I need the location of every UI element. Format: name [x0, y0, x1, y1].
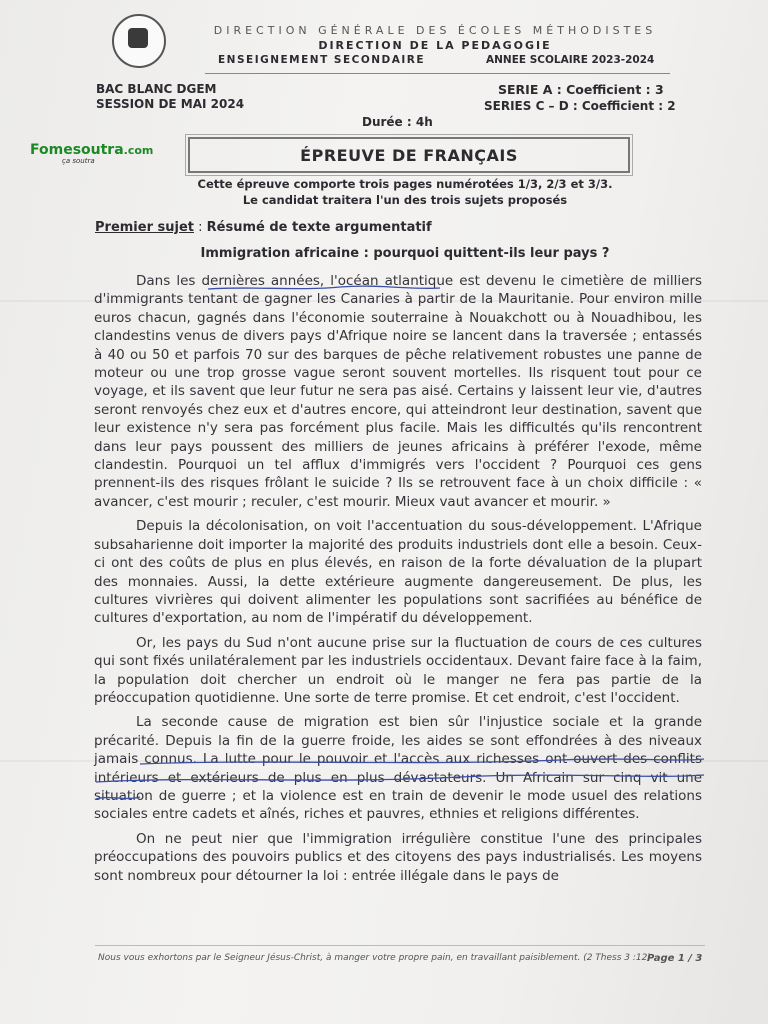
serie-a-coefficient: SERIE A : Coefficient : 3 — [498, 82, 664, 97]
header-line-3: ENSEIGNEMENT SECONDAIRE — [218, 54, 426, 66]
footer-divider — [95, 945, 705, 946]
paragraph: Or, les pays du Sud n'ont aucune prise sur la fluctuation de cours de ces cultures qui sont fixés unilatéralement par les industriels occidentaux. Devant faire face à la faim, la population doit chercher un endroit où le manger ne fera pas partie de la préoccupation quotidienne. Une sorte de terre promise. Et cet endroit, c'est l'occident. — [94, 634, 702, 706]
exam-title: ÉPREUVE DE FRANÇAIS — [300, 145, 518, 165]
paragraph: On ne peut nier que l'immigration irrégulière constitue l'une des principales préoccupations des pouvoirs publics et des citoyens des pays industrialisés. Les moyens sont nombreux pour détourner la loi : entrée illégale dans le pays de — [94, 830, 702, 884]
exam-name: BAC BLANC DGEM — [96, 82, 217, 96]
serie-cd-coefficient: SERIES C – D : Coefficient : 2 — [484, 99, 676, 113]
brand-name: Fomesoutra — [30, 142, 124, 158]
pen-underline — [96, 775, 704, 782]
instructions-line-2: Le candidat traitera l'un des trois sujets proposés — [242, 193, 568, 207]
pen-underline — [96, 797, 140, 799]
brand-tld: .com — [123, 144, 154, 157]
page-number: Page 1 / 3 — [647, 953, 703, 964]
brand-tagline: ça soutra — [62, 157, 95, 165]
header-line-2: DIRECTION DE LA PEDAGOGIE — [318, 39, 552, 52]
paragraph: Dans les dernières années, l'océan atlantique est devenu le cimetière de milliers d'immigrants tentant de gagner les Canaries à partir de la Mauritanie. Pour environ mille euros chacun, gagnés dans l'économie souterraine à Nouakchott ou à Nouadhibou, les clandestins venus de divers pays d'Afrique noire se lancent dans la traversée ; entassés à 40 ou 50 et parfois 70 sur des barques de pêche relativement robustes une panne de moteur ou une trop grosse vague seront souvent mortelles. Ils risquent tout pour ce voyage, et ils savent que leur futur ne sera pas aisé. Certains y laissent leur vie, d'autres seront renvoyés chez eux et d'autres encore, qui atteindront leur destination, savent que leur existence n'y sera pas forcément plus facile. Mais les difficultés qu'ils rencontrent dans leur pays poussent des milliers de jeunes africains à préférer l'exode, même clandestin. Pourquoi un tel afflux d'immigrés vers l'occident ? Pourquoi ces gens prennent-ils des risques frôlant le suicide ? Ils se retrouvent face à un choix difficile : « avancer, c'est mourir ; reculer, c'est mourir. Mieux vaut avancer et mourir. » — [94, 273, 702, 510]
subject-separator: : — [194, 220, 207, 235]
paragraph: La seconde cause de migration est bien sûr l'injustice sociale et la grande précarité. Depuis la fin de la guerre froide, les aides se sont effondrées à des niveaux jamais connus. La lutte pour le pouvoir et l'accès aux richesses ont ouvert des conflits intérieurs et extérieurs de plus en plus dévastateurs. Un Africain sur cinq vit une situation de guerre ; et la violence est en train de devenir le mode usuel des relations sociales entre cadets et aînés, riches et pauvres, ethnies et religions différentes. — [94, 714, 702, 823]
paragraph: Depuis la décolonisation, on voit l'accentuation du sous-développement. L'Afrique subsaharienne doit importer la majorité des produits industriels dont elle a besoin. Ceux-ci ont des coûts de plus en plus élevés, en raison de la forte dévaluation de la plupart des monnaies. Aussi, la dette extérieure augmente dangereusement. De plus, les cultures vivrières qui doivent alimenter les populations sont sacrifiées au bénéfice de cultures d'exportation, au nom de l'impératif du développement. — [94, 518, 702, 627]
header-line-1: DIRECTION GÉNÉRALE DES ÉCOLES MÉTHODISTES — [213, 24, 657, 37]
exam-session: SESSION DE MAI 2024 — [96, 97, 245, 111]
exam-duration: Durée : 4h — [362, 115, 433, 129]
pen-underline — [208, 286, 440, 289]
footer-verse: Nous vous exhortons par le Seigneur Jésus-Christ, à manger votre propre pain, en travaillant paisiblement. (2 Thess 3 :12) — [98, 953, 651, 963]
pen-underline — [140, 759, 704, 764]
subject-type: Résumé de texte argumentatif — [206, 220, 432, 235]
subject-label: Premier sujet — [95, 220, 194, 235]
text-title: Immigration africaine : pourquoi quittent-ils leur pays ? — [200, 246, 610, 261]
school-year: ANNEE SCOLAIRE 2023-2024 — [486, 54, 655, 66]
instructions-line-1: Cette épreuve comporte trois pages numérotées 1/3, 2/3 et 3/3. — [197, 177, 613, 191]
